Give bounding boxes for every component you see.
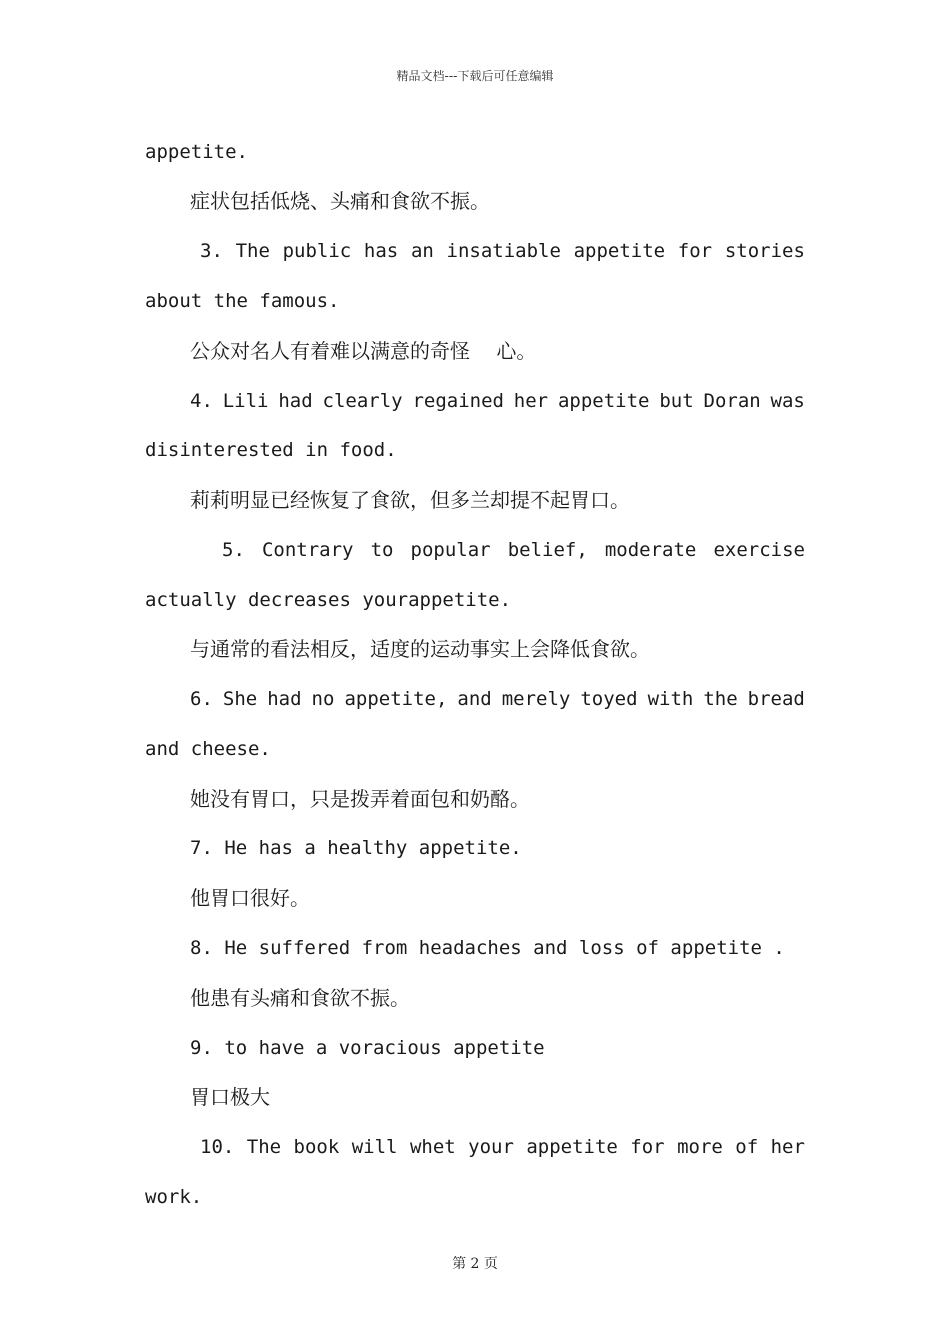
word: an: [410, 240, 434, 262]
word: regained: [412, 390, 504, 412]
word: book: [293, 1136, 340, 1158]
word: appetite: [526, 1136, 618, 1158]
example-line: 7. He has a healthy appetite.: [190, 837, 522, 859]
example-line: 8. He suffered from headaches and loss of appetite .: [190, 937, 785, 959]
word: merely: [501, 688, 571, 710]
word: popular: [410, 539, 491, 561]
word: more: [677, 1136, 723, 1158]
translation-line: 她没有胃口，只是拨弄着面包和奶酪。: [190, 787, 530, 811]
word: Doran: [703, 390, 761, 412]
word: appetite,: [344, 688, 448, 710]
example-line-cont: and cheese.: [145, 738, 271, 760]
word: stories: [724, 240, 805, 262]
example-line: [190, 687, 805, 711]
text-line: appetite.: [145, 141, 248, 163]
word: insatiable: [446, 240, 561, 262]
word: 10.: [200, 1136, 235, 1158]
word: public: [282, 240, 352, 262]
translation-line: 他患有头痛和食欲不振。: [190, 986, 410, 1010]
word: with: [647, 688, 694, 710]
word: your: [468, 1136, 514, 1158]
page-number: 第 2 页: [452, 1256, 498, 1272]
word: whet: [409, 1136, 456, 1158]
example-line: [200, 1135, 805, 1159]
word: had: [278, 390, 313, 412]
word: The: [246, 1136, 282, 1158]
translation-line: 胃口极大: [190, 1085, 270, 1109]
word: The: [235, 240, 270, 262]
example-line: 9. to have a voracious appetite: [190, 1037, 545, 1059]
word: moderate: [604, 539, 697, 561]
example-line: [222, 538, 805, 562]
word: was: [770, 390, 805, 412]
word: clearly: [322, 390, 403, 412]
word: 4.: [190, 390, 213, 412]
word: Contrary: [261, 539, 354, 561]
word: of: [735, 1136, 759, 1158]
example-line-cont: actually decreases yourappetite.: [145, 589, 512, 611]
translation-line: 他胃口很好。: [190, 886, 310, 910]
word: to: [370, 539, 394, 561]
word: but: [659, 390, 694, 412]
example-line: [190, 389, 805, 413]
word: Lili: [222, 390, 269, 412]
word: will: [351, 1136, 398, 1158]
example-line-cont: work.: [145, 1186, 203, 1208]
word: 3.: [200, 240, 223, 262]
word: had: [267, 688, 302, 710]
translation-line: 与通常的看法相反，适度的运动事实上会降低食欲。: [190, 637, 650, 661]
word: for: [677, 240, 713, 262]
example-line: [200, 239, 805, 263]
word: bread: [747, 688, 805, 710]
word: appetite: [573, 240, 666, 262]
translation-line: 症状包括低烧、头痛和食欲不振。: [190, 189, 490, 213]
translation-line: 莉莉明显已经恢复了食欲，但多兰却提不起胃口。: [190, 488, 630, 512]
word: appetite: [557, 390, 650, 412]
word: 5.: [222, 539, 245, 561]
example-line-cont: disinterested in food.: [145, 439, 397, 461]
word: belief,: [507, 539, 588, 561]
word: her: [513, 390, 549, 412]
example-line-cont: about the famous.: [145, 290, 340, 312]
word: her: [770, 1136, 805, 1158]
translation-line: 公众对名人有着难以满意的奇怪 心。: [190, 339, 537, 363]
word: exercise: [713, 539, 805, 561]
word: She: [222, 688, 258, 710]
word: the: [703, 688, 738, 710]
word: and: [457, 688, 492, 710]
word: no: [311, 688, 335, 710]
word: for: [630, 1136, 665, 1158]
page-header: 精品文档---下载后可任意编辑: [396, 69, 554, 83]
word: 6.: [190, 688, 213, 710]
word: has: [363, 240, 399, 262]
word: toyed: [580, 688, 638, 710]
